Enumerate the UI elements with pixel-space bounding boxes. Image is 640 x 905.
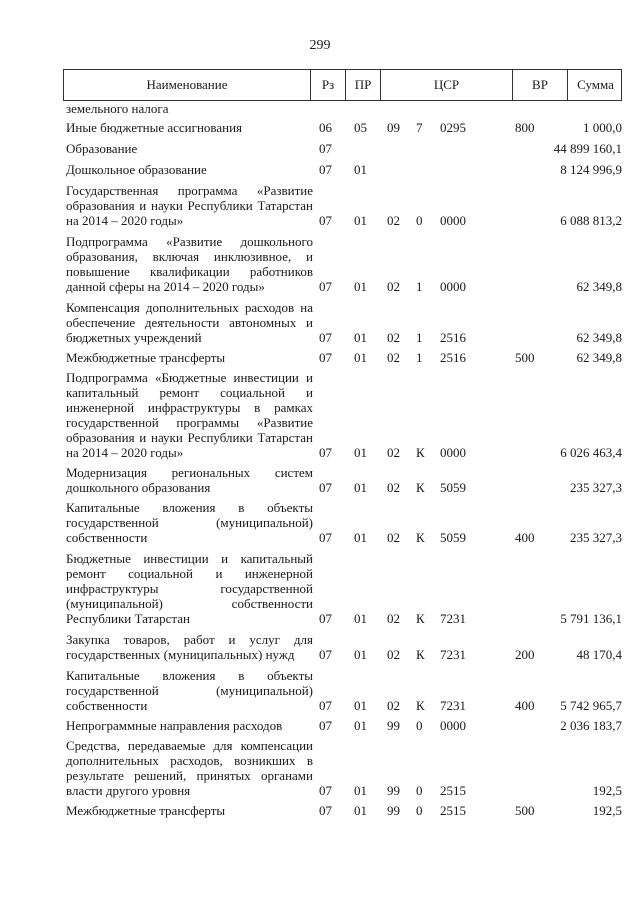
row-sum: 235 327,3 <box>570 530 622 545</box>
header-csr: ЦСР <box>381 70 513 100</box>
row-name: Подпрограмма «Бюджетные инвестиции и капитальный ремонт социальной и инженерной инфраструктуры в рамках государственной программы «Развитие образования и науки Республики Татарстан на 2014 – 2020 годы» <box>66 370 313 460</box>
row-c3: 2515 <box>440 783 466 798</box>
row-vr: 500 <box>515 803 535 818</box>
row-rz: 07 <box>319 445 332 460</box>
table-row <box>63 370 622 460</box>
row-rz: 07 <box>319 279 332 294</box>
row-c2: 0 <box>416 718 423 733</box>
row-c3: 5059 <box>440 530 466 545</box>
table-row <box>63 803 622 818</box>
row-c1: 02 <box>387 647 400 662</box>
row-c1: 99 <box>387 783 400 798</box>
row-rz: 07 <box>319 647 332 662</box>
row-pr: 01 <box>354 213 367 228</box>
row-sum: 48 170,4 <box>576 647 622 662</box>
row-name: Межбюджетные трансферты <box>66 803 226 818</box>
row-sum: 2 036 183,7 <box>560 718 622 733</box>
row-pr: 01 <box>354 718 367 733</box>
row-name: Государственная программа «Развитие образования и науки Республики Татарстан на 2014 – 2020 годы» <box>66 183 313 228</box>
row-c2: 1 <box>416 350 423 365</box>
row-name: Модернизация региональных систем дошкольного образования <box>66 465 313 495</box>
row-pr: 01 <box>354 330 367 345</box>
row-name: Иные бюджетные ассигнования <box>66 120 243 135</box>
row-c2: К <box>416 445 425 460</box>
row-c2: 0 <box>416 783 423 798</box>
row-rz: 07 <box>319 803 332 818</box>
row-vr: 200 <box>515 647 535 662</box>
row-c3: 7231 <box>440 647 466 662</box>
row-c3: 7231 <box>440 611 466 626</box>
row-c1: 99 <box>387 718 400 733</box>
row-name: Подпрограмма «Развитие дошкольного образования, включая инклюзивное, и повышение квалификации работников данной сферы на 2014 – 2020 годы» <box>66 234 313 294</box>
row-rz: 07 <box>319 698 332 713</box>
row-rz: 07 <box>319 330 332 345</box>
row-vr: 400 <box>515 698 535 713</box>
table-row <box>63 738 622 798</box>
row-name: Капитальные вложения в объекты государственной (муниципальной) собственности <box>66 668 313 713</box>
row-c3: 0000 <box>440 279 466 294</box>
row-pr: 01 <box>354 445 367 460</box>
row-sum: 62 349,8 <box>576 330 622 345</box>
row-pr: 01 <box>354 783 367 798</box>
row-c2: К <box>416 480 425 495</box>
row-sum: 6 088 813,2 <box>560 213 622 228</box>
row-c2: К <box>416 698 425 713</box>
row-name: Образование <box>66 141 138 156</box>
table-row <box>63 234 622 294</box>
row-sum: 62 349,8 <box>576 279 622 294</box>
row-c3: 0000 <box>440 445 466 460</box>
row-name: Дошкольное образование <box>66 162 207 177</box>
row-name: Межбюджетные трансферты <box>66 350 226 365</box>
row-pr: 01 <box>354 530 367 545</box>
row-c3: 2516 <box>440 330 466 345</box>
row-name: Закупка товаров, работ и услуг для государственных (муниципальных) нужд <box>66 632 313 662</box>
row-c1: 02 <box>387 330 400 345</box>
row-vr: 500 <box>515 350 535 365</box>
table-header <box>63 69 622 101</box>
row-pr: 01 <box>354 803 367 818</box>
row-sum: 192,5 <box>592 783 622 798</box>
row-name: Компенсация дополнительных расходов на обеспечение деятельности автономных и бюджетных учреждений <box>66 300 313 345</box>
row-pr: 05 <box>354 120 367 135</box>
row-rz: 07 <box>319 141 332 156</box>
row-c2: 0 <box>416 803 423 818</box>
row-c2: К <box>416 530 425 545</box>
row-c1: 02 <box>387 480 400 495</box>
row-c2: 1 <box>416 279 423 294</box>
row-c1: 02 <box>387 445 400 460</box>
row-pr: 01 <box>354 698 367 713</box>
row-c1: 02 <box>387 530 400 545</box>
row-vr: 400 <box>515 530 535 545</box>
header-rz: Рз <box>311 70 346 100</box>
row-rz: 07 <box>319 350 332 365</box>
table-row <box>63 668 622 713</box>
row-name: Капитальные вложения в объекты государственной (муниципальной) собственности <box>66 500 313 545</box>
row-name: Непрограммные направления расходов <box>66 718 283 733</box>
row-rz: 07 <box>319 162 332 177</box>
row-pr: 01 <box>354 647 367 662</box>
page-number: 299 <box>309 38 331 53</box>
row-c1: 99 <box>387 803 400 818</box>
table-row <box>63 465 622 495</box>
row-c3: 0000 <box>440 718 466 733</box>
row-rz: 07 <box>319 611 332 626</box>
row-vr: 800 <box>515 120 535 135</box>
row-c3: 0000 <box>440 213 466 228</box>
row-c2: 0 <box>416 213 423 228</box>
row-sum: 6 026 463,4 <box>560 445 622 460</box>
header-sum: Сумма <box>577 77 614 92</box>
row-pr: 01 <box>354 350 367 365</box>
row-pr: 01 <box>354 162 367 177</box>
table-row <box>63 551 622 626</box>
row-sum: 62 349,8 <box>576 350 622 365</box>
row-rz: 06 <box>319 120 332 135</box>
row-pr: 01 <box>354 279 367 294</box>
row-pr: 01 <box>354 611 367 626</box>
row-sum: 44 899 160,1 <box>553 141 622 156</box>
row-name: Бюджетные инвестиции и капитальный ремонт социальной и инженерной инфраструктуры государственной (муниципальной) собственности Республики Татарстан <box>66 551 313 626</box>
row-name: Средства, передаваемые для компенсации дополнительных расходов, возникших в результате решений, принятых органами власти другого уровня <box>66 738 313 798</box>
row-sum: 8 124 996,9 <box>560 162 622 177</box>
row-c1: 09 <box>387 120 400 135</box>
row-c3: 0295 <box>440 120 466 135</box>
row-name: земельного налога <box>66 101 169 116</box>
table-row <box>63 141 622 156</box>
table-row <box>63 632 622 662</box>
row-sum: 5 791 136,1 <box>560 611 622 626</box>
row-sum: 192,5 <box>592 803 622 818</box>
row-sum: 235 327,3 <box>570 480 622 495</box>
row-rz: 07 <box>319 718 332 733</box>
table-row <box>63 120 622 135</box>
row-c3: 5059 <box>440 480 466 495</box>
row-rz: 07 <box>319 530 332 545</box>
table-row <box>63 183 622 228</box>
row-c2: 1 <box>416 330 423 345</box>
row-c1: 02 <box>387 350 400 365</box>
row-c2: 7 <box>416 120 423 135</box>
header-pr: ПР <box>346 70 381 100</box>
table-row <box>63 101 622 116</box>
row-c2: К <box>416 611 425 626</box>
table-row <box>63 350 622 365</box>
table-row <box>63 162 622 177</box>
table-row <box>63 300 622 345</box>
row-rz: 07 <box>319 213 332 228</box>
row-c1: 02 <box>387 698 400 713</box>
row-c1: 02 <box>387 213 400 228</box>
row-rz: 07 <box>319 783 332 798</box>
row-c3: 2516 <box>440 350 466 365</box>
row-sum: 1 000,0 <box>583 120 622 135</box>
row-c3: 7231 <box>440 698 466 713</box>
header-name: Наименование <box>64 70 311 100</box>
table-row <box>63 718 622 733</box>
row-pr: 01 <box>354 480 367 495</box>
row-c1: 02 <box>387 611 400 626</box>
row-c1: 02 <box>387 279 400 294</box>
table-row <box>63 500 622 545</box>
row-c2: К <box>416 647 425 662</box>
row-rz: 07 <box>319 480 332 495</box>
header-vr: ВР <box>513 70 568 100</box>
row-c3: 2515 <box>440 803 466 818</box>
row-sum: 5 742 965,7 <box>560 698 622 713</box>
